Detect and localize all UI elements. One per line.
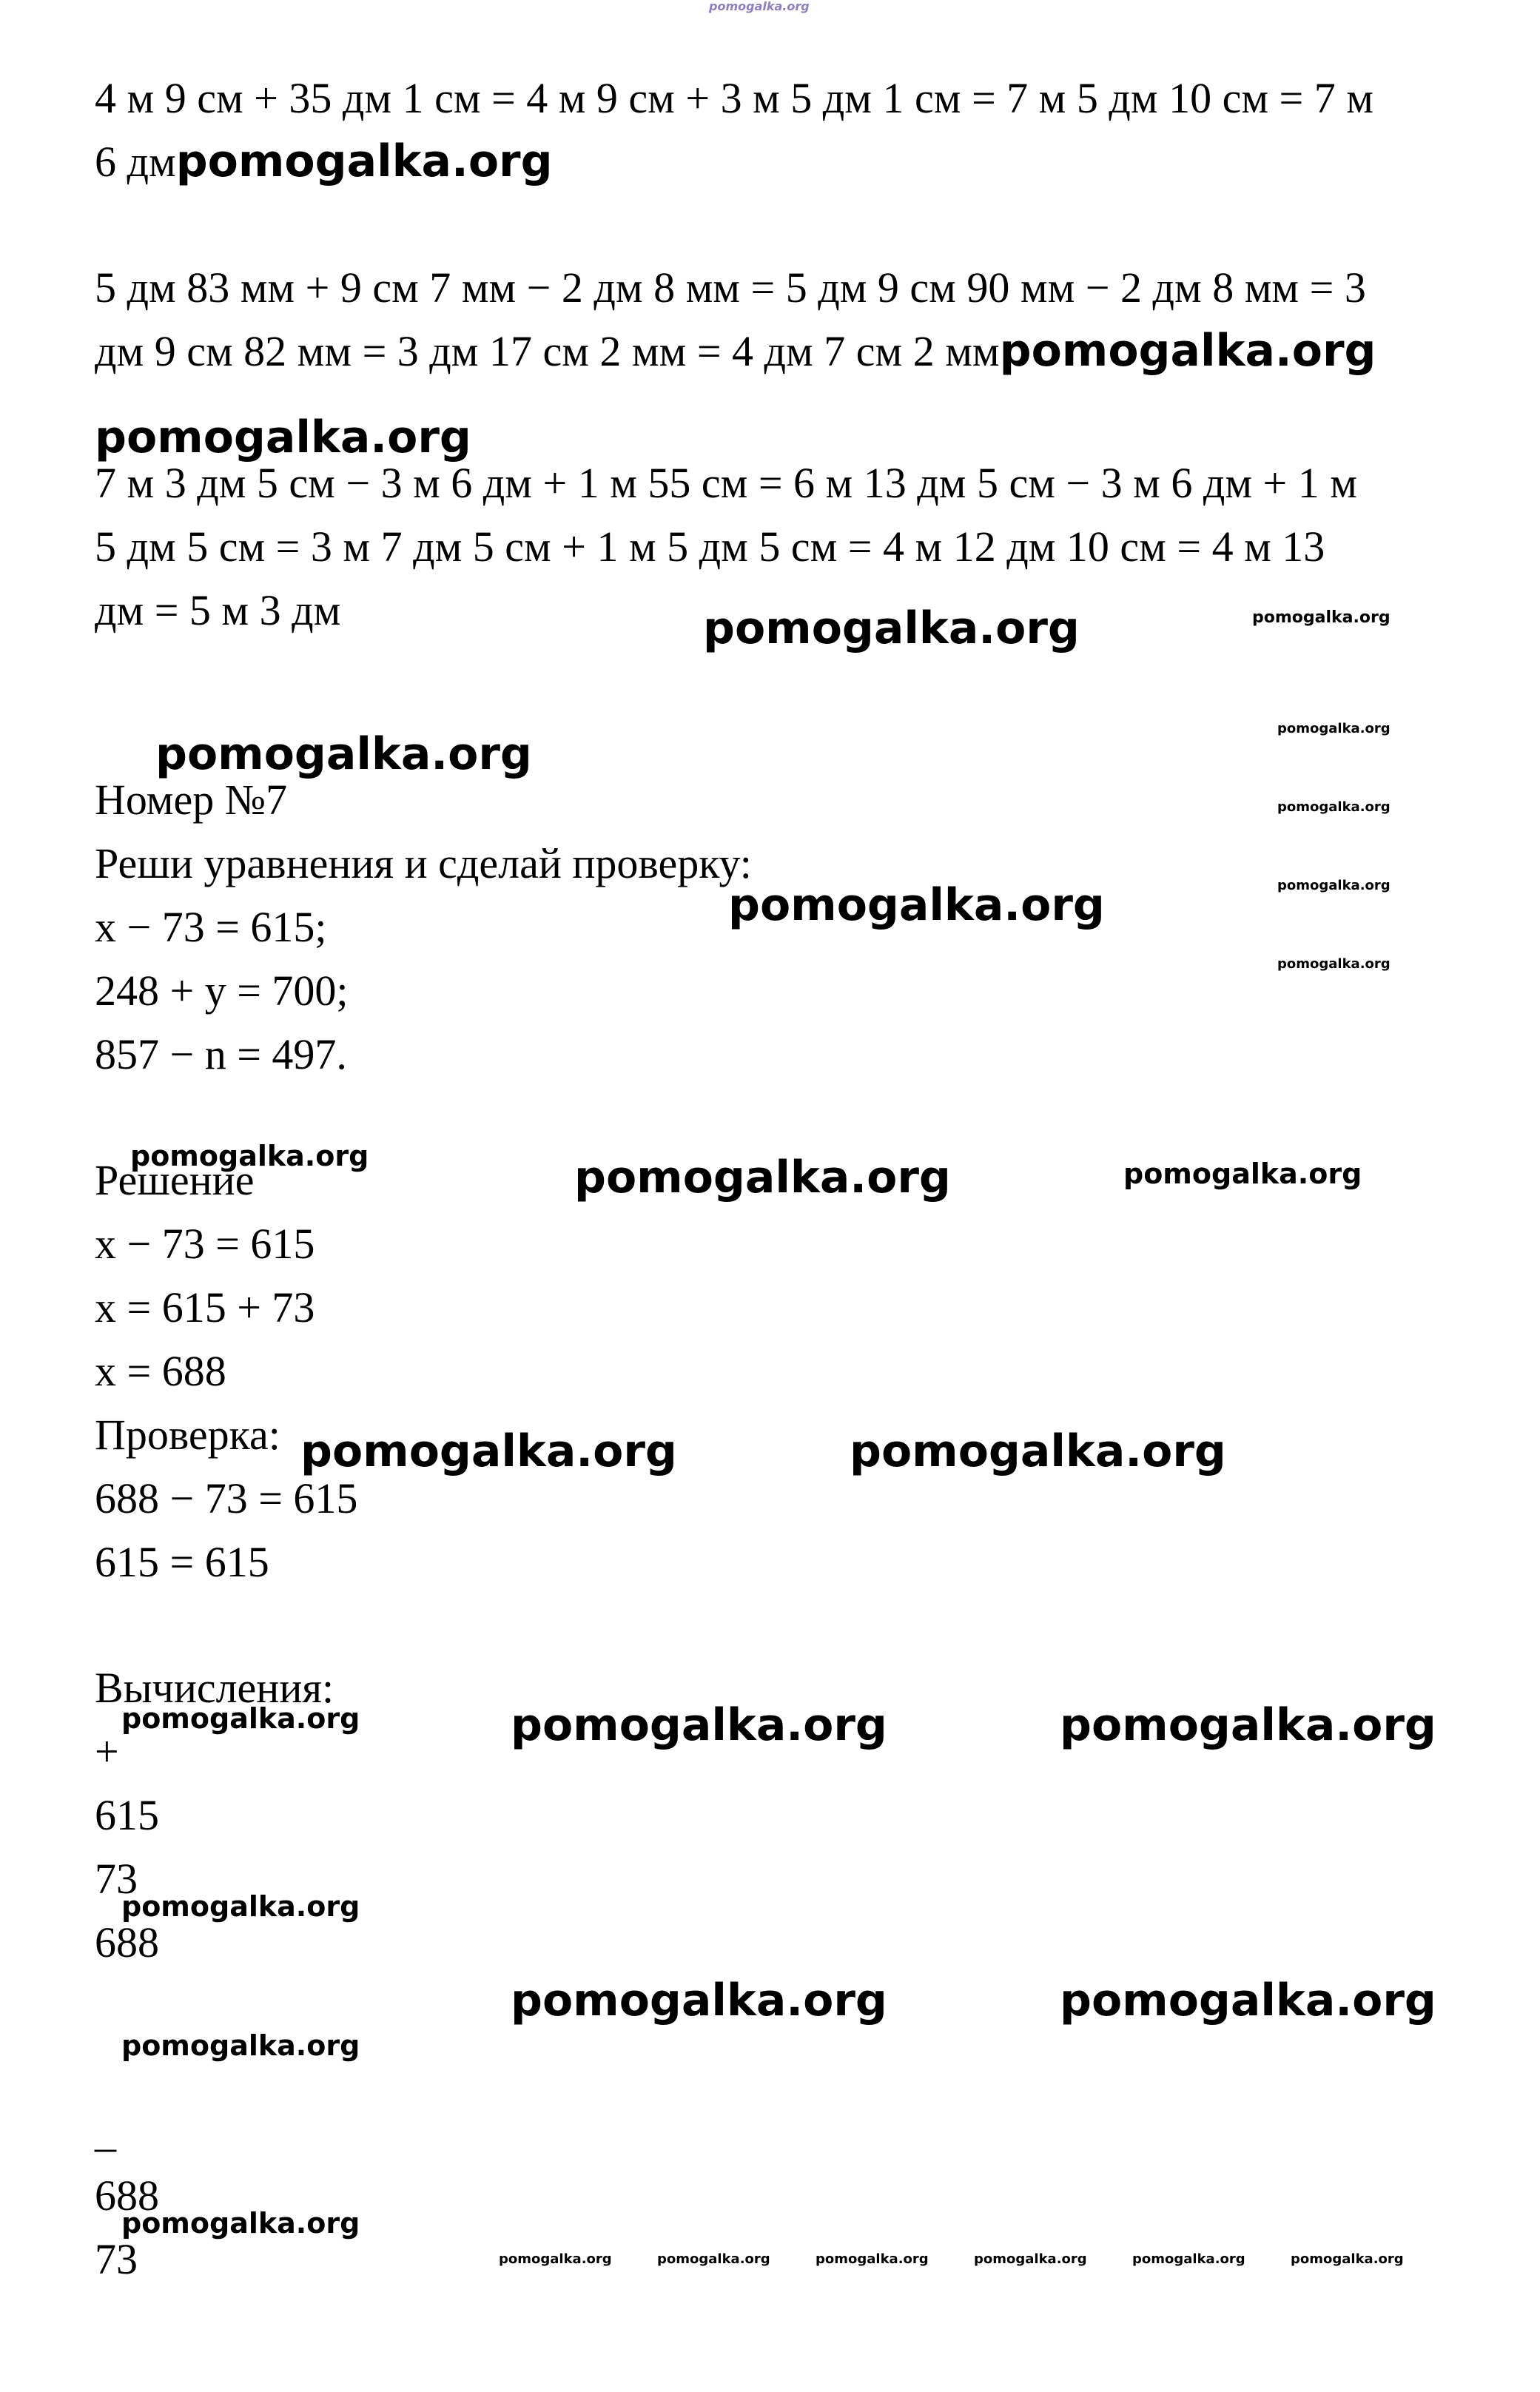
- watermark: pomogalka.org: [1277, 878, 1391, 893]
- watermark: pomogalka.org: [499, 2251, 612, 2267]
- addition-operand-1: 615: [95, 1791, 159, 1839]
- top-watermark: pomogalka.org: [709, 0, 810, 13]
- watermark: pomogalka.org: [155, 728, 532, 780]
- watermark: pomogalka.org: [121, 1890, 360, 1923]
- watermark: pomogalka.org: [657, 2251, 770, 2267]
- watermark: pomogalka.org: [1132, 2251, 1245, 2267]
- subtraction-operand-2: 73: [95, 2235, 138, 2283]
- watermark: pomogalka.org: [1060, 1699, 1436, 1751]
- expression-a-line-1: 4 м 9 см + 35 дм 1 см = 4 м 9 см + 3 м 5 дм 1 см = 7 м 5 дм 10 см = 7 м: [95, 74, 1373, 122]
- subtraction-operand-1: 688: [95, 2171, 159, 2220]
- watermark: pomogalka.org: [1277, 721, 1391, 736]
- solution-step-2: x = 615 + 73: [95, 1283, 315, 1331]
- task-equation-2: 248 + y = 700;: [95, 967, 349, 1015]
- expression-a-line-2-text: 6 дм: [95, 138, 176, 186]
- addition-operand-2: 73: [95, 1855, 138, 1903]
- task-prompt: Реши уравнения и сделай проверку:: [95, 839, 752, 887]
- solution-step-1: x − 73 = 615: [95, 1220, 315, 1268]
- watermark-inline: pomogalka.org: [999, 325, 1376, 377]
- watermark: pomogalka.org: [130, 1140, 369, 1172]
- watermark: pomogalka.org: [1060, 1975, 1436, 2026]
- task-equation-1: x − 73 = 615;: [95, 903, 327, 951]
- watermark: pomogalka.org: [300, 1425, 677, 1477]
- check-heading: Проверка:: [95, 1411, 280, 1459]
- solution-heading: Решение: [95, 1156, 255, 1204]
- addition-result: 688: [95, 1918, 159, 1966]
- watermark: pomogalka.org: [728, 879, 1105, 931]
- watermark: pomogalka.org: [1277, 956, 1391, 972]
- expression-c-line-2: 5 дм 5 см = 3 м 7 дм 5 см + 1 м 5 дм 5 см = 4 м 12 дм 10 см = 4 м 13: [95, 523, 1325, 571]
- watermark: pomogalka.org: [974, 2251, 1087, 2267]
- calculations-heading: Вычисления:: [95, 1664, 334, 1712]
- watermark: pomogalka.org: [121, 1702, 360, 1735]
- subtraction-sign: _: [95, 2108, 116, 2156]
- task-equation-3: 857 − n = 497.: [95, 1030, 347, 1078]
- task-number: Номер №7: [95, 776, 288, 824]
- watermark: pomogalka.org: [574, 1152, 951, 1203]
- check-line-2: 615 = 615: [95, 1538, 269, 1586]
- expression-c-line-1: 7 м 3 дм 5 см − 3 м 6 дм + 1 м 55 см = 6 м 13 дм 5 см − 3 м 6 дм + 1 м: [95, 459, 1357, 507]
- watermark: pomogalka.org: [95, 411, 471, 463]
- expression-b-line-1: 5 дм 83 мм + 9 см 7 мм − 2 дм 8 мм = 5 дм 9 см 90 мм − 2 дм 8 мм = 3: [95, 263, 1366, 312]
- watermark: pomogalka.org: [850, 1425, 1226, 1477]
- expression-b-line-2-text: дм 9 см 82 мм = 3 дм 17 см 2 мм = 4 дм 7 см 2 мм: [95, 327, 1000, 375]
- watermark: pomogalka.org: [121, 2029, 360, 2062]
- check-line-1: 688 − 73 = 615: [95, 1474, 358, 1522]
- addition-sign: +: [95, 1727, 119, 1775]
- watermark: pomogalka.org: [1252, 608, 1391, 627]
- expression-a-line-2: [95, 130, 553, 194]
- watermark: pomogalka.org: [816, 2251, 929, 2267]
- watermark: pomogalka.org: [1277, 799, 1391, 815]
- solution-step-3: x = 688: [95, 1347, 226, 1395]
- watermark: pomogalka.org: [511, 1699, 887, 1751]
- watermark: pomogalka.org: [703, 602, 1080, 654]
- expression-c-line-3: дм = 5 м 3 дм: [95, 586, 341, 634]
- watermark: pomogalka.org: [1123, 1158, 1362, 1190]
- watermark-inline: pomogalka.org: [175, 135, 553, 187]
- watermark: pomogalka.org: [121, 2207, 360, 2240]
- expression-b-line-2: [95, 320, 1376, 383]
- watermark: pomogalka.org: [511, 1975, 887, 2026]
- watermark: pomogalka.org: [1291, 2251, 1404, 2267]
